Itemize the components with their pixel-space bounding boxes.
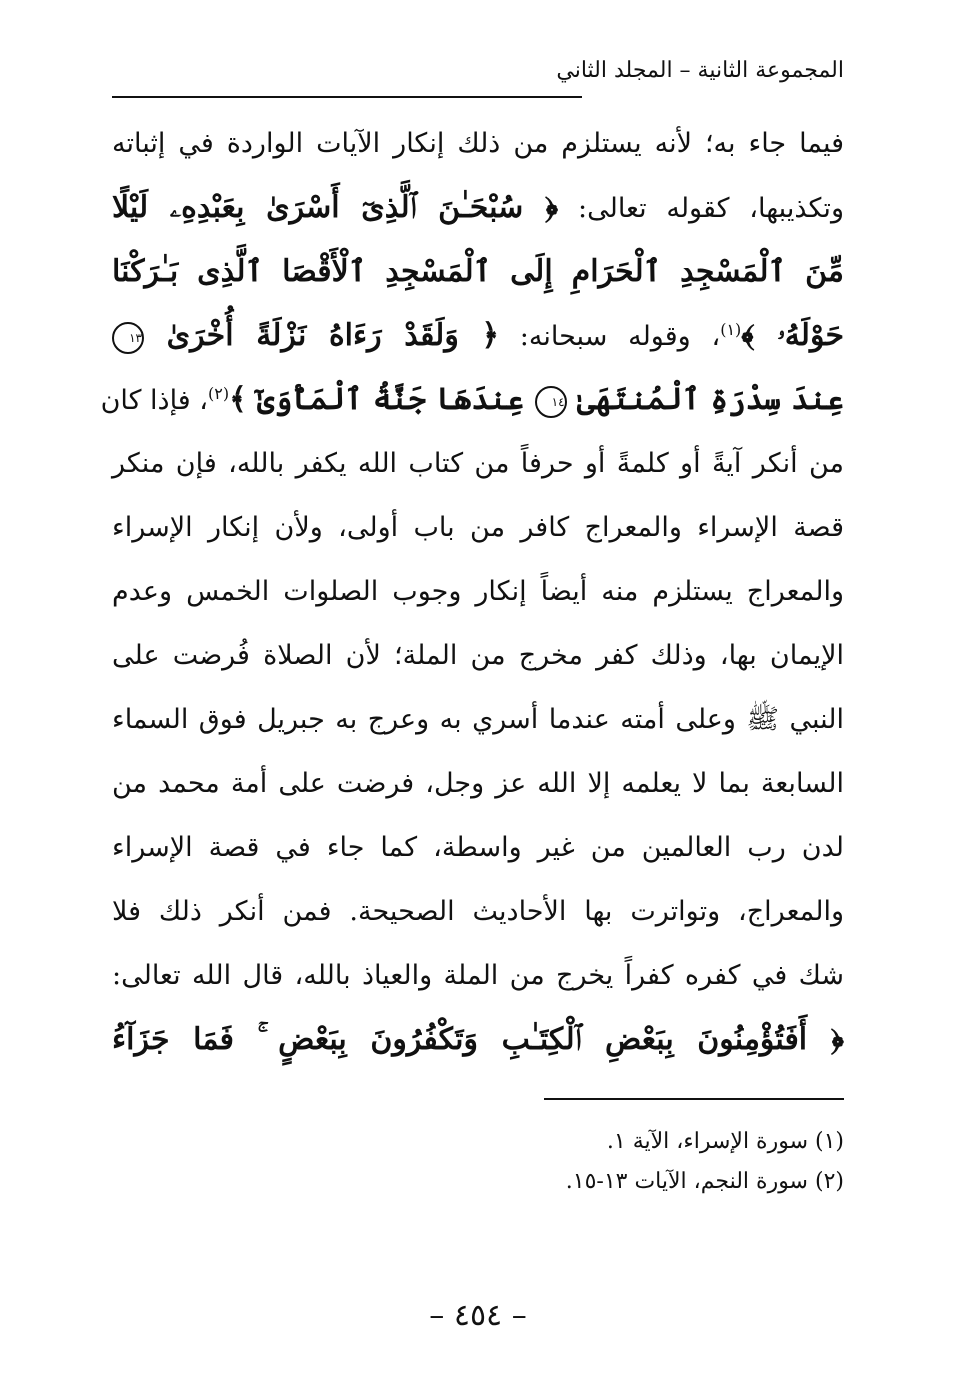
text-line: [112, 112, 844, 176]
prose-text: والمعراج، وتواترت بها الأحاديث الصحيحة. فمن أنكر ذلك فلا: [112, 896, 844, 927]
footnote-1: (١) سورة الإسراء، الآية ١.: [606, 1129, 844, 1154]
quran-verse: ﴿ سُبْحَـٰنَ ٱلَّذِىٓ أَسْرَىٰ بِعَبْدِهِۦ لَيْلًا: [112, 190, 559, 225]
quran-verse: مِّنَ ٱلْمَسْجِدِ ٱلْحَرَامِ إِلَى ٱلْمَسْجِدِ ٱلْأَقْصَا ٱلَّذِى بَـٰرَكْنَا: [112, 254, 844, 289]
text-line: [112, 432, 844, 496]
text-line: [112, 688, 844, 752]
footnotes: [112, 1122, 844, 1202]
prose-text: فيما جاء به؛ لأنه يستلزم من ذلك إنكار الآيات الواردة في إثباته: [112, 128, 844, 159]
prose-text: شك في كفره كفراً يخرج من الملة والعياذ بالله، قال الله تعالى:: [112, 960, 844, 991]
prose-text: ، وقوله سبحانه:: [499, 321, 721, 352]
page-number: – ٤٥٤ –: [429, 1298, 527, 1333]
prose-text: ، فإذا كان: [100, 385, 209, 416]
prose-text: وتكذيبها، كقوله تعالى:: [558, 193, 844, 224]
text-line: [112, 560, 844, 624]
prose-text: لدن رب العالمين من غير واسطة، كما جاء في قصة الإسراء: [112, 832, 844, 863]
ayah-number-marker: ١٤: [535, 386, 567, 418]
footnote-reference: (٢): [208, 384, 230, 403]
text-line: [112, 304, 844, 368]
quran-verse: عِندَ سِدْرَةِ ٱلْمُنتَهَىٰ: [566, 382, 844, 417]
footnote-2: (٢) سورة النجم، الآيات ١٣-١٥.: [565, 1169, 844, 1194]
quran-verse: حَوْلَهُۥ ﴾: [741, 318, 844, 353]
prose-text: من أنكر آيةً أو كلمةً أو حرفاً من كتاب الله يكفر بالله، فإن منكر: [112, 448, 844, 479]
header-rule: [112, 96, 582, 98]
prose-text: السابعة بما لا يعلمه إلا الله عز وجل، فرضت على أمة محمد من: [112, 768, 844, 799]
text-line: [112, 240, 844, 304]
quran-verse: عِندَهَا جَنَّةُ ٱلْمَأْوَىٰٓ ﴾: [229, 382, 535, 417]
text-line: [112, 816, 844, 880]
text-line: [112, 1008, 844, 1072]
ayah-number-marker: ١٣: [112, 322, 144, 354]
text-line: [112, 624, 844, 688]
prose-text: والمعراج يستلزم منه أيضاً إنكار وجوب الصلوات الخمس وعدم: [112, 576, 844, 607]
quran-verse: ﴿ أَفَتُؤْمِنُونَ بِبَعْضِ ٱلْكِتَـٰبِ وَتَكْفُرُونَ بِبَعْضٍ ۚ فَمَا جَزَآءُ: [112, 1022, 844, 1057]
text-line: [112, 944, 844, 1008]
text-line: [112, 176, 844, 240]
text-line: [112, 880, 844, 944]
text-line: [112, 752, 844, 816]
footnote-reference: (١): [720, 320, 742, 339]
prose-text: الإيمان بها، وذلك كفر مخرج من الملة؛ لأن الصلاة فُرضت على: [112, 640, 844, 671]
footnote-separator: [544, 1098, 844, 1100]
quran-verse: ﴿ وَلَقَدْ رَءَاهُ نَزْلَةً أُخْرَىٰ: [144, 318, 500, 353]
prose-text: قصة الإسراء والمعراج كافر من باب أولى، ولأن إنكار الإسراء: [112, 512, 844, 543]
text-line: [112, 496, 844, 560]
prose-text: النبي ﷺ وعلى أمته عندما أسري به وعرج به جبريل فوق السماء: [112, 704, 844, 735]
text-line: [100, 368, 844, 432]
body-text: [100, 112, 844, 1072]
running-title: المجموعة الثانية – المجلد الثاني: [556, 58, 844, 83]
running-header: [112, 58, 844, 104]
